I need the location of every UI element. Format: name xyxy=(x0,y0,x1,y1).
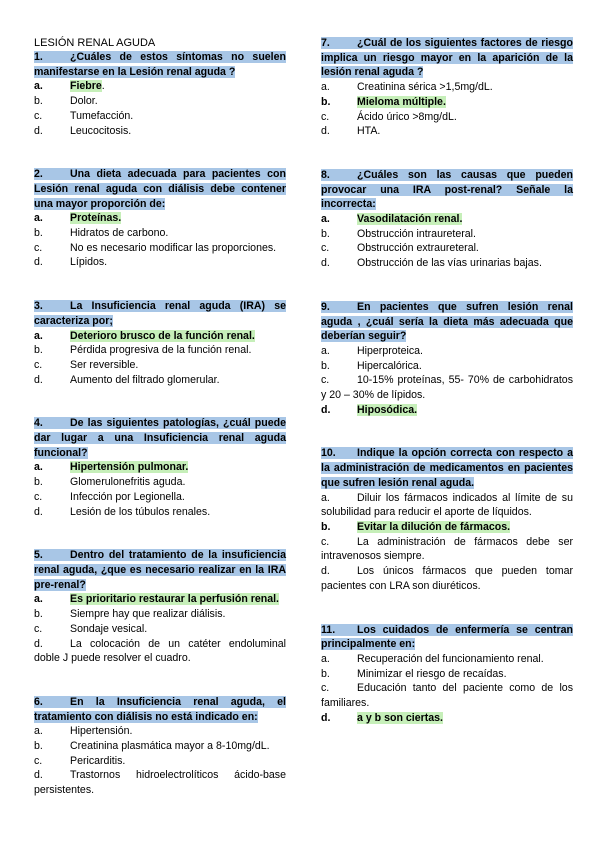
right-column xyxy=(321,36,573,754)
question-block xyxy=(34,167,286,270)
option-letter: d. xyxy=(321,403,331,416)
question-text: Dentro del tratamiento de la insuficiencia renal aguda, ¿que es necesario realizar en la IRA pre-renal? xyxy=(34,549,286,591)
document-title: LESIÓN RENAL AGUDA xyxy=(34,37,156,49)
answer-option xyxy=(34,768,286,797)
option-text: La colocación de un catéter endoluminal doble J puede resolver el cuadro. xyxy=(34,637,286,665)
answer-option xyxy=(34,109,286,124)
question-text: ¿Cuáles de estos síntomas no suelen manifestarse en la Lesión renal aguda ? xyxy=(34,51,286,78)
option-text xyxy=(70,211,286,226)
left-column xyxy=(34,36,286,827)
option-text: Ácido úrico >8mg/dL. xyxy=(357,110,457,123)
answer-option xyxy=(321,652,573,667)
option-letter: d. xyxy=(321,125,330,138)
option-text: Sondaje vesical. xyxy=(70,622,148,635)
option-text: Glomerulonefritis aguda. xyxy=(70,476,186,489)
option-letter: a. xyxy=(321,652,330,665)
option-text xyxy=(357,212,573,227)
option-text: Diluir los fármacos indicados al límite de su solubilidad para reducir el aporte de líquidos. xyxy=(321,491,573,519)
question-block xyxy=(34,299,286,387)
option-letter: d. xyxy=(321,257,330,270)
option-text: Creatinina plasmática mayor a 8-10mg/dL. xyxy=(70,740,270,753)
option-text: Pericarditis. xyxy=(70,754,126,767)
option-letter: b. xyxy=(321,227,330,240)
answer-option xyxy=(321,681,573,710)
question-block xyxy=(321,168,573,271)
correct-highlight: Es prioritario restaurar la perfusión renal. xyxy=(70,593,279,606)
correct-answer-option xyxy=(321,711,573,726)
option-text: Hidratos de carbono. xyxy=(70,227,169,240)
option-text: Aumento del filtrado glomerular. xyxy=(70,373,220,386)
question-title xyxy=(34,167,286,211)
question-highlight xyxy=(321,37,573,78)
option-letter: d. xyxy=(34,124,43,137)
option-letter: a. xyxy=(34,461,43,474)
option-letter: b. xyxy=(34,740,43,753)
question-number: 6. xyxy=(34,695,43,708)
option-text: Trastornos hidroelectrolíticos ácido-base persistentes. xyxy=(34,769,286,797)
option-text: Leucocitosis. xyxy=(70,124,132,137)
question-highlight xyxy=(34,549,286,590)
correct-answer-option xyxy=(34,592,286,607)
answer-option xyxy=(321,110,573,125)
correct-highlight: Hipertensión pulmonar. xyxy=(70,461,189,474)
option-text: HTA. xyxy=(357,125,381,138)
question-block xyxy=(34,548,286,666)
option-letter: b. xyxy=(34,344,43,357)
answer-option xyxy=(34,94,286,109)
option-letter: c. xyxy=(34,109,43,122)
question-number: 5. xyxy=(34,549,43,562)
option-letter: c. xyxy=(321,110,330,123)
option-text: Tumefacción. xyxy=(70,109,134,122)
option-letter: c. xyxy=(34,358,43,371)
option-text: Hipertensión. xyxy=(70,725,133,738)
answer-option xyxy=(321,667,573,682)
option-text xyxy=(357,520,573,535)
question-highlight xyxy=(34,696,286,723)
question-title xyxy=(34,548,286,592)
question-text: Una dieta adecuada para pacientes con Lesión renal aguda con diálisis debe contener una mayor proporción de: xyxy=(34,168,286,210)
answer-option xyxy=(321,491,573,520)
question-title xyxy=(34,299,286,328)
correct-highlight: Vasodilatación renal. xyxy=(357,213,463,226)
option-text xyxy=(70,79,286,94)
question-title xyxy=(321,300,573,344)
answer-option xyxy=(34,739,286,754)
option-suffix: . xyxy=(101,80,105,93)
option-text: Recuperación del funcionamiento renal. xyxy=(357,652,544,665)
option-text xyxy=(70,460,286,475)
option-letter: a. xyxy=(34,329,43,342)
question-highlight xyxy=(321,169,573,210)
question-block xyxy=(321,300,573,418)
option-text: Obstrucción extraureteral. xyxy=(357,242,479,255)
option-letter: b. xyxy=(34,227,43,240)
option-text: Obstrucción intraureteral. xyxy=(357,227,476,240)
option-text: No es necesario modificar las proporciones. xyxy=(70,241,277,254)
question-highlight xyxy=(34,417,286,458)
question-block xyxy=(321,446,573,593)
option-letter: d. xyxy=(34,256,43,269)
option-text: Educación tanto del paciente como de los familiares. xyxy=(321,682,573,710)
option-letter: d. xyxy=(34,505,43,518)
correct-answer-option xyxy=(34,211,286,226)
option-letter: c. xyxy=(34,490,43,503)
option-letter: a. xyxy=(34,593,43,606)
option-letter: a. xyxy=(34,725,43,738)
correct-answer-option xyxy=(321,403,573,418)
option-text: Infección por Legionella. xyxy=(70,490,185,503)
question-number: 2. xyxy=(34,168,43,181)
correct-highlight: Deterioro brusco de la función renal. xyxy=(70,329,255,342)
question-highlight xyxy=(34,300,286,327)
question-number: 7. xyxy=(321,37,330,49)
question-title xyxy=(34,695,286,724)
answer-option xyxy=(321,344,573,359)
question-number: 1. xyxy=(34,51,43,63)
correct-answer-option xyxy=(321,212,573,227)
answer-option xyxy=(321,241,573,256)
correct-highlight: Hiposódica. xyxy=(357,403,418,416)
answer-option xyxy=(34,241,286,256)
question-title xyxy=(321,623,573,652)
question-block xyxy=(321,623,573,726)
option-text: Ser reversible. xyxy=(70,358,139,371)
option-text xyxy=(70,593,279,605)
option-letter: b. xyxy=(34,608,43,621)
option-text xyxy=(357,95,573,110)
correct-answer-option xyxy=(34,460,286,475)
question-block xyxy=(34,50,286,138)
option-letter: c. xyxy=(321,535,330,548)
answer-option xyxy=(34,724,286,739)
answer-option xyxy=(321,564,573,593)
answer-option xyxy=(34,754,286,769)
option-text: Lípidos. xyxy=(70,256,108,269)
correct-highlight: Proteínas. xyxy=(70,212,122,225)
option-letter: b. xyxy=(321,667,330,680)
answer-option xyxy=(34,358,286,373)
answer-option xyxy=(321,535,573,564)
option-letter: d. xyxy=(321,711,331,724)
question-number: 3. xyxy=(34,300,43,313)
answer-option xyxy=(34,255,286,270)
option-letter: b. xyxy=(321,359,330,372)
question-text: La Insuficiencia renal aguda (IRA) se caracteriza por; xyxy=(34,300,286,327)
option-letter: c. xyxy=(321,242,330,255)
option-text xyxy=(70,329,286,344)
correct-highlight: Fiebre xyxy=(70,80,102,93)
option-text: Los únicos fármacos que pueden tomar pacientes con LRA son diuréticos. xyxy=(321,565,573,592)
option-text: Pérdida progresiva de la función renal. xyxy=(70,344,252,357)
question-title xyxy=(321,36,573,80)
answer-option xyxy=(34,343,286,358)
answer-option xyxy=(321,124,573,139)
question-number: 9. xyxy=(321,300,330,313)
option-text: Dolor. xyxy=(70,95,98,108)
question-text: De las siguientes patologías, ¿cuál puede dar lugar a una Insuficiencia renal aguda funcional? xyxy=(34,417,286,459)
answer-option xyxy=(34,505,286,520)
option-letter: a. xyxy=(321,491,330,504)
option-letter: c. xyxy=(321,374,330,387)
option-text: La administración de fármacos debe ser intravenosos siempre. xyxy=(321,535,573,563)
question-title xyxy=(321,168,573,212)
answer-option xyxy=(321,359,573,374)
option-text: Creatinina sérica >1,5mg/dL. xyxy=(357,81,493,94)
answer-option xyxy=(321,373,573,402)
question-highlight xyxy=(321,624,573,651)
option-letter: c. xyxy=(34,754,43,767)
option-letter: a. xyxy=(34,212,43,225)
answer-option xyxy=(34,490,286,505)
question-highlight xyxy=(321,447,573,488)
option-text: Minimizar el riesgo de recaídas. xyxy=(357,667,507,680)
question-title xyxy=(34,416,286,460)
question-block xyxy=(34,416,286,519)
option-letter: d. xyxy=(34,637,43,650)
option-letter: b. xyxy=(34,476,43,489)
correct-answer-option xyxy=(34,329,286,344)
correct-highlight: a y b son ciertas. xyxy=(357,711,443,724)
correct-highlight: Evitar la dilución de fármacos. xyxy=(357,520,511,533)
option-text: Siempre hay que realizar diálisis. xyxy=(70,608,226,621)
question-highlight xyxy=(34,168,286,209)
question-block xyxy=(34,695,286,798)
option-letter: c. xyxy=(321,682,330,695)
answer-option xyxy=(34,607,286,622)
correct-answer-option xyxy=(34,79,286,94)
option-letter: b. xyxy=(321,520,331,533)
question-number: 8. xyxy=(321,168,330,181)
question-text: En la Insuficiencia renal aguda, el tratamiento con diálisis no está indicado en: xyxy=(34,695,286,723)
option-letter: a. xyxy=(321,213,330,226)
answer-option xyxy=(34,637,286,666)
option-letter: d. xyxy=(34,373,43,386)
question-text: Indique la opción correcta con respecto a la administración de medicamentos en pacientes que sufren lesión renal aguda. xyxy=(321,447,573,489)
option-text xyxy=(357,711,573,726)
option-letter: c. xyxy=(34,622,43,635)
question-text: En pacientes que sufren lesión renal aguda , ¿cuál sería la dieta más adecuada que deberían seguir? xyxy=(321,300,573,343)
option-text: 10-15% proteínas, 55- 70% de carbohidratos y 20 – 30% de lípidos. xyxy=(321,374,573,402)
answer-option xyxy=(34,622,286,637)
answer-option xyxy=(321,256,573,271)
answer-option xyxy=(34,226,286,241)
correct-highlight: Mieloma múltiple. xyxy=(357,95,446,108)
question-text: ¿Cuál de los siguientes factores de riesgo implica un riesgo mayor en la aparición de la lesión renal aguda ? xyxy=(321,37,573,79)
question-number: 10. xyxy=(321,447,336,460)
question-number: 11. xyxy=(321,623,336,636)
question-number: 4. xyxy=(34,417,43,430)
option-letter: a. xyxy=(321,81,330,94)
option-letter: a. xyxy=(34,80,43,93)
option-letter: d. xyxy=(34,769,43,782)
question-highlight xyxy=(34,51,286,78)
answer-option xyxy=(34,373,286,388)
option-letter: a. xyxy=(321,344,330,357)
option-letter: b. xyxy=(34,95,43,108)
answer-option xyxy=(34,475,286,490)
correct-answer-option xyxy=(321,95,573,110)
correct-answer-option xyxy=(321,520,573,535)
question-highlight xyxy=(321,301,573,342)
answer-option xyxy=(34,124,286,139)
option-letter: d. xyxy=(321,565,330,578)
option-text xyxy=(357,403,573,418)
option-text: Hipercalórica. xyxy=(357,359,422,372)
question-title xyxy=(321,446,573,490)
option-text: Obstrucción de las vías urinarias bajas. xyxy=(357,257,542,270)
question-text: Los cuidados de enfermería se centran principalmente en: xyxy=(321,623,573,651)
option-letter: c. xyxy=(34,241,43,254)
question-title xyxy=(34,50,286,79)
answer-option xyxy=(321,80,573,95)
option-text: Lesión de los túbulos renales. xyxy=(70,505,211,518)
question-block xyxy=(321,36,573,139)
answer-option xyxy=(321,227,573,242)
question-text: ¿Cuáles son las causas que pueden provocar una IRA post-renal? Señale la incorrecta: xyxy=(321,168,573,211)
option-letter: b. xyxy=(321,95,331,108)
option-text: Hiperproteica. xyxy=(357,344,423,357)
